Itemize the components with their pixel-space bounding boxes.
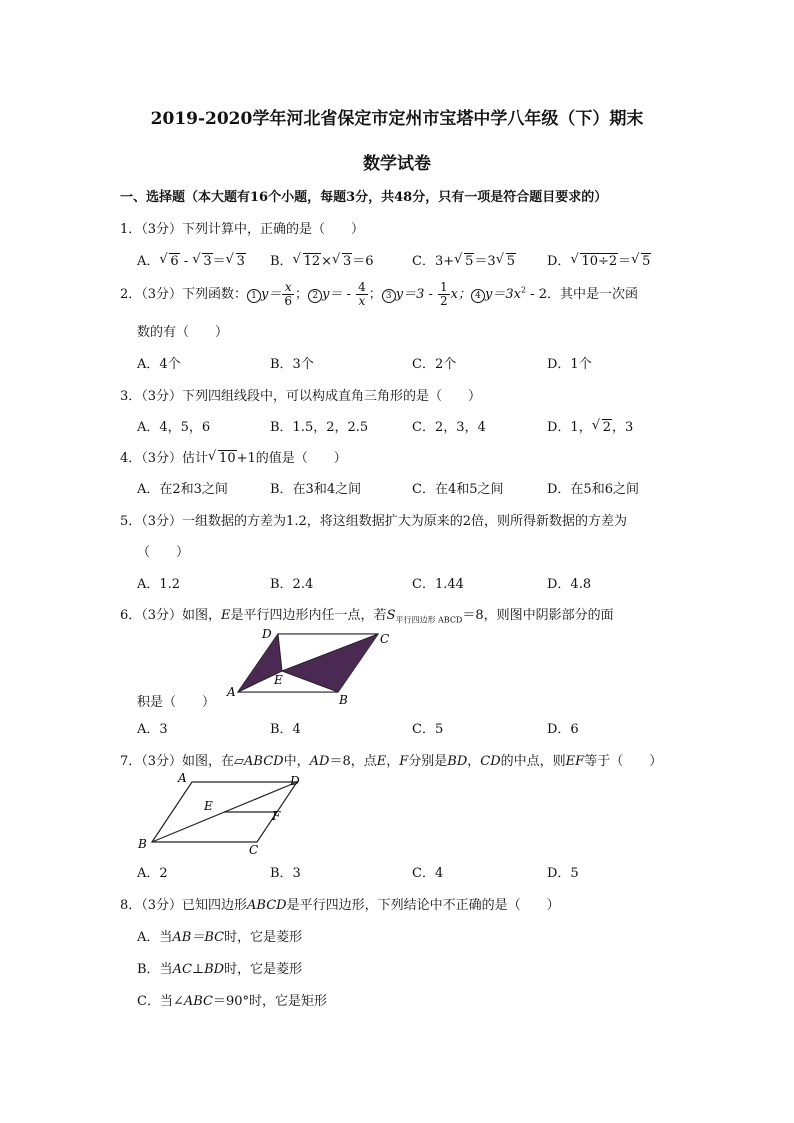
- q2-option-c: C．2个: [412, 357, 457, 372]
- q4-option-d: D．在5和6之间: [547, 482, 639, 497]
- q7-label-d: D: [290, 774, 300, 788]
- q6-option-b: B．4: [270, 722, 301, 737]
- q1-option-c: C．3+√ 5＝3√ 5: [412, 250, 516, 269]
- q2-option-d: D．1个: [547, 357, 592, 372]
- q2-stem-line1: 2．（3分）下列函数： 1 y＝ $\frac{x}{6}$ ； 2 y＝ - $\frac{4}{x}$ ； 3 y＝3 - $\frac{1}{2}$ x； 4 $y=3x^2 - 2$．其中是一次函: [120, 280, 638, 308]
- q7-option-c: C．4: [412, 866, 444, 881]
- q7-parallelogram-figure: [132, 770, 322, 858]
- q3-option-b: B．1.5，2，2.5: [270, 420, 369, 435]
- exam-title-line1: 2019-2020学年河北省保定市定州市宝塔中学八年级（下）期末: [150, 109, 644, 129]
- section-heading: 一、选择题（本大题有16个小题，每题3分，共48分，只有一项是符合题目要求的）: [120, 190, 608, 205]
- q3-stem: 3．（3分）下列四组线段中，可以构成直角三角形的是（ ）: [120, 389, 482, 404]
- q6-option-d: D．6: [547, 722, 579, 737]
- q8-stem: 8．（3分）已知四边形ABCD是平行四边形，下列结论中不正确的是（ ）: [120, 898, 560, 913]
- q5-option-d: D．4.8: [547, 577, 592, 592]
- q1-option-a: A．√ 6 - √ 3＝√ 3: [137, 250, 246, 269]
- q1-option-b: B．√ 12×√ 3＝6: [270, 250, 374, 269]
- q3-option-d: D．1，√ 2，3: [547, 416, 633, 435]
- q6-parallelogram-figure: [218, 624, 398, 710]
- q4-option-b: B．在3和4之间: [270, 482, 362, 497]
- q2-stem-line2: 数的有（ ）: [137, 325, 229, 340]
- q5-stem-line2: （ ）: [137, 545, 190, 560]
- q6-label-c: C: [380, 632, 390, 646]
- q5-option-c: C．1.44: [412, 577, 464, 592]
- q2-option-a: A．4个: [137, 357, 181, 372]
- q7-option-d: D．5: [547, 866, 579, 881]
- q2-option-b: B．3个: [270, 357, 314, 372]
- q6-label-b: B: [339, 693, 348, 707]
- q6-label-e: E: [274, 673, 283, 687]
- q7-option-a: A．2: [137, 866, 168, 881]
- exam-title-line2: 数学试卷: [363, 154, 431, 174]
- q1-stem: 1．（3分）下列计算中，正确的是（ ）: [120, 222, 365, 237]
- q8-option-c: C．当∠ABC＝90°时，它是矩形: [137, 994, 328, 1009]
- q8-option-a: A．当AB＝BC时，它是菱形: [137, 930, 303, 945]
- q5-stem-line1: 5．（3分）一组数据的方差为1.2，将这组数据扩大为原来的2倍，则所得新数据的方差为: [120, 514, 627, 529]
- q7-label-c: C: [249, 843, 259, 857]
- q7-label-e: E: [204, 799, 213, 813]
- q6-label-a: A: [227, 685, 236, 699]
- q4-stem: 4．（3分）估计√ 10+1的值是（ ）: [120, 447, 347, 466]
- q7-label-a: A: [178, 771, 187, 785]
- q7-option-b: B．3: [270, 866, 301, 881]
- q5-option-a: A．1.2: [137, 577, 181, 592]
- q6-label-d: D: [262, 627, 272, 641]
- q6-option-c: C．5: [412, 722, 444, 737]
- q5-option-b: B．2.4: [270, 577, 314, 592]
- q6-option-a: A．3: [137, 722, 168, 737]
- q7-label-b: B: [138, 837, 147, 851]
- q6-stem-line1: 6．（3分）如图，E是平行四边形内任一点，若$S_{平行四边形 ABCD}=8$，则图中阴影部分的面: [120, 608, 614, 625]
- q6-stem-line2: 积是（ ）: [137, 695, 216, 710]
- q7-stem: 7．（3分）如图，在▱ABCD中，AD＝8，点E，F分别是BD，CD的中点，则EF等于（ ）: [120, 754, 663, 769]
- q7-label-f: F: [272, 809, 281, 823]
- q8-option-b: B．当AC⊥BD时，它是菱形: [137, 962, 303, 977]
- q4-option-a: A．在2和3之间: [137, 482, 228, 497]
- q3-option-c: C．2，3，4: [412, 420, 486, 435]
- q4-option-c: C．在4和5之间: [412, 482, 504, 497]
- q1-option-d: D．√ 10÷2＝√ 5: [547, 250, 651, 269]
- q3-option-a: A．4，5，6: [137, 420, 211, 435]
